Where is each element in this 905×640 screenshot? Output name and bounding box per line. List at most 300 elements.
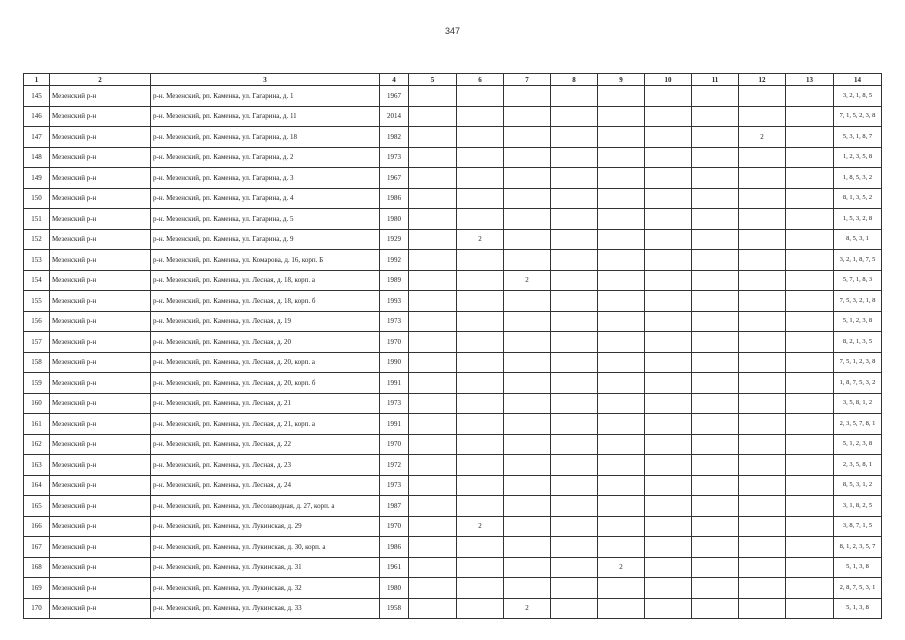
col5-cell <box>409 475 457 496</box>
col6-cell <box>457 352 504 373</box>
col7-cell <box>504 332 551 353</box>
col5-cell <box>409 496 457 517</box>
sequence-cell: 7, 5, 1, 2, 3, 8 <box>834 352 882 373</box>
col11-cell <box>692 127 739 148</box>
col9-cell <box>598 496 645 517</box>
district-cell: Мезенский р-н <box>50 229 151 250</box>
col13-cell <box>786 147 834 168</box>
col9-cell <box>598 434 645 455</box>
col12-cell <box>739 455 786 476</box>
col10-cell <box>645 209 692 230</box>
col11-cell <box>692 311 739 332</box>
col12-cell <box>739 250 786 271</box>
row-number-cell: 165 <box>24 496 50 517</box>
column-header-13: 13 <box>786 74 834 86</box>
address-cell: р-н. Мезенский, рп. Каменка, ул. Гагарина, д. 2 <box>151 147 380 168</box>
sequence-cell: 7, 1, 5, 2, 3, 8 <box>834 106 882 127</box>
col13-cell <box>786 106 834 127</box>
col9-cell <box>598 147 645 168</box>
col9-cell <box>598 250 645 271</box>
col7-cell <box>504 127 551 148</box>
col7-cell <box>504 496 551 517</box>
col12-cell <box>739 516 786 537</box>
address-cell: р-н. Мезенский, рп. Каменка, ул. Лесозаводная, д. 27, корп. а <box>151 496 380 517</box>
sequence-cell: 8, 2, 1, 3, 5 <box>834 332 882 353</box>
col10-cell <box>645 311 692 332</box>
col11-cell <box>692 332 739 353</box>
col10-cell <box>645 373 692 394</box>
address-cell: р-н. Мезенский, рп. Каменка, ул. Комарова, д. 16, корп. Б <box>151 250 380 271</box>
col5-cell <box>409 311 457 332</box>
year-cell: 1982 <box>380 127 409 148</box>
sequence-cell: 1, 8, 5, 3, 2 <box>834 168 882 189</box>
col8-cell <box>551 106 598 127</box>
address-cell: р-н. Мезенский, рп. Каменка, ул. Гагарина, д. 5 <box>151 209 380 230</box>
col8-cell <box>551 352 598 373</box>
col10-cell <box>645 147 692 168</box>
column-header-3: 3 <box>151 74 380 86</box>
col10-cell <box>645 578 692 599</box>
col9-cell <box>598 516 645 537</box>
col10-cell <box>645 496 692 517</box>
col13-cell <box>786 598 834 619</box>
col5-cell <box>409 188 457 209</box>
col9-cell <box>598 393 645 414</box>
col11-cell <box>692 147 739 168</box>
col5-cell <box>409 291 457 312</box>
col6-cell <box>457 188 504 209</box>
col11-cell <box>692 598 739 619</box>
col12-cell <box>739 393 786 414</box>
row-number-cell: 161 <box>24 414 50 435</box>
col5-cell <box>409 455 457 476</box>
page-number: 347 <box>444 26 461 36</box>
column-header-14: 14 <box>834 74 882 86</box>
col12-cell <box>739 147 786 168</box>
year-cell: 1929 <box>380 229 409 250</box>
col9-cell <box>598 168 645 189</box>
address-cell: р-н. Мезенский, рп. Каменка, ул. Гагарина, д. 9 <box>151 229 380 250</box>
year-cell: 1980 <box>380 209 409 230</box>
col13-cell <box>786 270 834 291</box>
col6-cell <box>457 414 504 435</box>
table-row <box>24 168 882 189</box>
col10-cell <box>645 106 692 127</box>
col13-cell <box>786 168 834 189</box>
sequence-cell: 3, 2, 1, 8, 5 <box>834 86 882 107</box>
district-cell: Мезенский р-н <box>50 434 151 455</box>
address-cell: р-н. Мезенский, рп. Каменка, ул. Лесная, д. 20 <box>151 332 380 353</box>
sequence-cell: 8, 1, 2, 3, 5, 7 <box>834 537 882 558</box>
col8-cell <box>551 127 598 148</box>
row-number-cell: 149 <box>24 168 50 189</box>
col12-cell <box>739 578 786 599</box>
col7-cell: 2 <box>504 270 551 291</box>
col10-cell <box>645 127 692 148</box>
col11-cell <box>692 229 739 250</box>
district-cell: Мезенский р-н <box>50 291 151 312</box>
col13-cell <box>786 393 834 414</box>
column-header-12: 12 <box>739 74 786 86</box>
year-cell: 1958 <box>380 598 409 619</box>
col5-cell <box>409 578 457 599</box>
row-number-cell: 146 <box>24 106 50 127</box>
col5-cell <box>409 250 457 271</box>
address-cell: р-н. Мезенский, рп. Каменка, ул. Лесная, д. 21, корп. а <box>151 414 380 435</box>
table-row <box>24 455 882 476</box>
row-number-cell: 159 <box>24 373 50 394</box>
year-cell: 1990 <box>380 352 409 373</box>
col7-cell <box>504 147 551 168</box>
table-row <box>24 106 882 127</box>
district-cell: Мезенский р-н <box>50 414 151 435</box>
col11-cell <box>692 516 739 537</box>
district-cell: Мезенский р-н <box>50 147 151 168</box>
col12-cell <box>739 270 786 291</box>
district-cell: Мезенский р-н <box>50 373 151 394</box>
sequence-cell: 2, 3, 5, 8, 1 <box>834 455 882 476</box>
col12-cell: 2 <box>739 127 786 148</box>
col5-cell <box>409 106 457 127</box>
col8-cell <box>551 393 598 414</box>
col7-cell <box>504 516 551 537</box>
col10-cell <box>645 188 692 209</box>
col6-cell <box>457 86 504 107</box>
col10-cell <box>645 229 692 250</box>
col10-cell <box>645 270 692 291</box>
col12-cell <box>739 537 786 558</box>
row-number-cell: 156 <box>24 311 50 332</box>
col9-cell <box>598 86 645 107</box>
row-number-cell: 145 <box>24 86 50 107</box>
year-cell: 1986 <box>380 188 409 209</box>
year-cell: 1993 <box>380 291 409 312</box>
sequence-cell: 8, 5, 3, 1 <box>834 229 882 250</box>
col11-cell <box>692 537 739 558</box>
table-row <box>24 598 882 619</box>
row-number-cell: 168 <box>24 557 50 578</box>
sequence-cell: 5, 1, 3, 8 <box>834 557 882 578</box>
col9-cell <box>598 598 645 619</box>
col11-cell <box>692 106 739 127</box>
col13-cell <box>786 229 834 250</box>
sequence-cell: 2, 3, 5, 7, 8, 1 <box>834 414 882 435</box>
address-cell: р-н. Мезенский, рп. Каменка, ул. Лукинская, д. 29 <box>151 516 380 537</box>
row-number-cell: 155 <box>24 291 50 312</box>
district-cell: Мезенский р-н <box>50 168 151 189</box>
col13-cell <box>786 434 834 455</box>
col8-cell <box>551 578 598 599</box>
row-number-cell: 162 <box>24 434 50 455</box>
address-cell: р-н. Мезенский, рп. Каменка, ул. Лесная, д. 20, корп. б <box>151 373 380 394</box>
sequence-cell: 3, 5, 8, 1, 2 <box>834 393 882 414</box>
col7-cell <box>504 557 551 578</box>
col13-cell <box>786 188 834 209</box>
col9-cell: 2 <box>598 557 645 578</box>
year-cell: 1970 <box>380 332 409 353</box>
table-row <box>24 332 882 353</box>
housing-table <box>23 73 882 619</box>
col6-cell <box>457 455 504 476</box>
col6-cell <box>457 496 504 517</box>
column-header-2: 2 <box>50 74 151 86</box>
col8-cell <box>551 434 598 455</box>
table-body <box>24 86 882 619</box>
col11-cell <box>692 414 739 435</box>
col5-cell <box>409 414 457 435</box>
district-cell: Мезенский р-н <box>50 578 151 599</box>
col5-cell <box>409 434 457 455</box>
col11-cell <box>692 250 739 271</box>
sequence-cell: 5, 7, 1, 8, 3 <box>834 270 882 291</box>
col12-cell <box>739 496 786 517</box>
col9-cell <box>598 352 645 373</box>
address-cell: р-н. Мезенский, рп. Каменка, ул. Лесная, д. 23 <box>151 455 380 476</box>
table-row <box>24 496 882 517</box>
col12-cell <box>739 373 786 394</box>
sequence-cell: 8, 5, 3, 1, 2 <box>834 475 882 496</box>
col12-cell <box>739 475 786 496</box>
col10-cell <box>645 168 692 189</box>
col10-cell <box>645 475 692 496</box>
row-number-cell: 154 <box>24 270 50 291</box>
col7-cell <box>504 209 551 230</box>
table-row <box>24 229 882 250</box>
col13-cell <box>786 557 834 578</box>
year-cell: 1967 <box>380 168 409 189</box>
col13-cell <box>786 332 834 353</box>
year-cell: 1973 <box>380 147 409 168</box>
sequence-cell: 5, 1, 3, 8 <box>834 598 882 619</box>
district-cell: Мезенский р-н <box>50 557 151 578</box>
district-cell: Мезенский р-н <box>50 475 151 496</box>
col6-cell <box>457 332 504 353</box>
col11-cell <box>692 393 739 414</box>
district-cell: Мезенский р-н <box>50 209 151 230</box>
table-row <box>24 414 882 435</box>
year-cell: 1991 <box>380 373 409 394</box>
col6-cell <box>457 393 504 414</box>
col9-cell <box>598 475 645 496</box>
col5-cell <box>409 86 457 107</box>
col8-cell <box>551 188 598 209</box>
year-cell: 1991 <box>380 414 409 435</box>
col6-cell <box>457 578 504 599</box>
col8-cell <box>551 414 598 435</box>
table-row <box>24 537 882 558</box>
col5-cell <box>409 516 457 537</box>
district-cell: Мезенский р-н <box>50 188 151 209</box>
col13-cell <box>786 496 834 517</box>
year-cell: 1967 <box>380 86 409 107</box>
year-cell: 1973 <box>380 393 409 414</box>
col8-cell <box>551 250 598 271</box>
col7-cell <box>504 86 551 107</box>
district-cell: Мезенский р-н <box>50 352 151 373</box>
col11-cell <box>692 557 739 578</box>
col8-cell <box>551 475 598 496</box>
column-header-11: 11 <box>692 74 739 86</box>
table-row <box>24 250 882 271</box>
table-row <box>24 373 882 394</box>
col11-cell <box>692 188 739 209</box>
address-cell: р-н. Мезенский, рп. Каменка, ул. Гагарина, д. 1 <box>151 86 380 107</box>
col9-cell <box>598 537 645 558</box>
row-number-cell: 150 <box>24 188 50 209</box>
col9-cell <box>598 291 645 312</box>
col12-cell <box>739 311 786 332</box>
col12-cell <box>739 332 786 353</box>
district-cell: Мезенский р-н <box>50 537 151 558</box>
col8-cell <box>551 557 598 578</box>
sequence-cell: 3, 2, 1, 8, 7, 5 <box>834 250 882 271</box>
col6-cell <box>457 537 504 558</box>
col6-cell <box>457 209 504 230</box>
col6-cell <box>457 311 504 332</box>
year-cell: 1973 <box>380 475 409 496</box>
col12-cell <box>739 168 786 189</box>
col6-cell <box>457 291 504 312</box>
district-cell: Мезенский р-н <box>50 311 151 332</box>
col10-cell <box>645 86 692 107</box>
address-cell: р-н. Мезенский, рп. Каменка, ул. Гагарина, д. 18 <box>151 127 380 148</box>
col5-cell <box>409 537 457 558</box>
col5-cell <box>409 229 457 250</box>
address-cell: р-н. Мезенский, рп. Каменка, ул. Лесная, д. 20, корп. а <box>151 352 380 373</box>
col7-cell <box>504 578 551 599</box>
col7-cell <box>504 229 551 250</box>
col9-cell <box>598 209 645 230</box>
col11-cell <box>692 434 739 455</box>
col8-cell <box>551 270 598 291</box>
sequence-cell: 8, 1, 3, 5, 2 <box>834 188 882 209</box>
year-cell: 1970 <box>380 434 409 455</box>
column-header-9: 9 <box>598 74 645 86</box>
address-cell: р-н. Мезенский, рп. Каменка, ул. Лесная, д. 18, корп. б <box>151 291 380 312</box>
col13-cell <box>786 86 834 107</box>
col11-cell <box>692 475 739 496</box>
row-number-cell: 147 <box>24 127 50 148</box>
col11-cell <box>692 352 739 373</box>
col5-cell <box>409 557 457 578</box>
row-number-cell: 158 <box>24 352 50 373</box>
col11-cell <box>692 270 739 291</box>
col13-cell <box>786 475 834 496</box>
col6-cell <box>457 127 504 148</box>
col10-cell <box>645 291 692 312</box>
col12-cell <box>739 106 786 127</box>
year-cell: 1970 <box>380 516 409 537</box>
col13-cell <box>786 455 834 476</box>
table-row <box>24 516 882 537</box>
col8-cell <box>551 598 598 619</box>
col13-cell <box>786 291 834 312</box>
district-cell: Мезенский р-н <box>50 393 151 414</box>
col7-cell <box>504 291 551 312</box>
sequence-cell: 7, 5, 3, 2, 1, 8 <box>834 291 882 312</box>
year-cell: 1987 <box>380 496 409 517</box>
col5-cell <box>409 352 457 373</box>
address-cell: р-н. Мезенский, рп. Каменка, ул. Гагарина, д. 4 <box>151 188 380 209</box>
year-cell: 1989 <box>380 270 409 291</box>
year-cell: 2014 <box>380 106 409 127</box>
col11-cell <box>692 496 739 517</box>
row-number-cell: 163 <box>24 455 50 476</box>
col12-cell <box>739 434 786 455</box>
col5-cell <box>409 127 457 148</box>
sequence-cell: 5, 1, 2, 3, 8 <box>834 434 882 455</box>
row-number-cell: 153 <box>24 250 50 271</box>
sequence-cell: 1, 8, 7, 5, 3, 2 <box>834 373 882 394</box>
district-cell: Мезенский р-н <box>50 250 151 271</box>
table-row <box>24 209 882 230</box>
sequence-cell: 5, 3, 1, 8, 7 <box>834 127 882 148</box>
col8-cell <box>551 311 598 332</box>
district-cell: Мезенский р-н <box>50 127 151 148</box>
address-cell: р-н. Мезенский, рп. Каменка, ул. Лесная, д. 24 <box>151 475 380 496</box>
col7-cell <box>504 434 551 455</box>
col10-cell <box>645 557 692 578</box>
address-cell: р-н. Мезенский, рп. Каменка, ул. Лесная, д. 18, корп. а <box>151 270 380 291</box>
row-number-cell: 164 <box>24 475 50 496</box>
col6-cell: 2 <box>457 516 504 537</box>
col12-cell <box>739 352 786 373</box>
col5-cell <box>409 209 457 230</box>
year-cell: 1992 <box>380 250 409 271</box>
year-cell: 1972 <box>380 455 409 476</box>
col13-cell <box>786 250 834 271</box>
col8-cell <box>551 229 598 250</box>
col12-cell <box>739 414 786 435</box>
address-cell: р-н. Мезенский, рп. Каменка, ул. Лесная, д. 22 <box>151 434 380 455</box>
district-cell: Мезенский р-н <box>50 496 151 517</box>
col13-cell <box>786 352 834 373</box>
col6-cell <box>457 106 504 127</box>
col6-cell: 2 <box>457 229 504 250</box>
address-cell: р-н. Мезенский, рп. Каменка, ул. Гагарина, д. 11 <box>151 106 380 127</box>
col13-cell <box>786 373 834 394</box>
col7-cell <box>504 352 551 373</box>
col11-cell <box>692 86 739 107</box>
col10-cell <box>645 414 692 435</box>
col13-cell <box>786 311 834 332</box>
table-header-row <box>24 74 882 86</box>
table-row <box>24 127 882 148</box>
year-cell: 1961 <box>380 557 409 578</box>
col13-cell <box>786 537 834 558</box>
row-number-cell: 170 <box>24 598 50 619</box>
table-row <box>24 434 882 455</box>
col11-cell <box>692 168 739 189</box>
table-row <box>24 147 882 168</box>
table-row <box>24 86 882 107</box>
col7-cell <box>504 168 551 189</box>
col8-cell <box>551 86 598 107</box>
col10-cell <box>645 393 692 414</box>
col6-cell <box>457 270 504 291</box>
col9-cell <box>598 106 645 127</box>
col5-cell <box>409 373 457 394</box>
col8-cell <box>551 455 598 476</box>
col11-cell <box>692 209 739 230</box>
col9-cell <box>598 270 645 291</box>
column-header-6: 6 <box>457 74 504 86</box>
col9-cell <box>598 127 645 148</box>
address-cell: р-н. Мезенский, рп. Каменка, ул. Лесная, д. 21 <box>151 393 380 414</box>
col5-cell <box>409 147 457 168</box>
table-row <box>24 393 882 414</box>
row-number-cell: 148 <box>24 147 50 168</box>
